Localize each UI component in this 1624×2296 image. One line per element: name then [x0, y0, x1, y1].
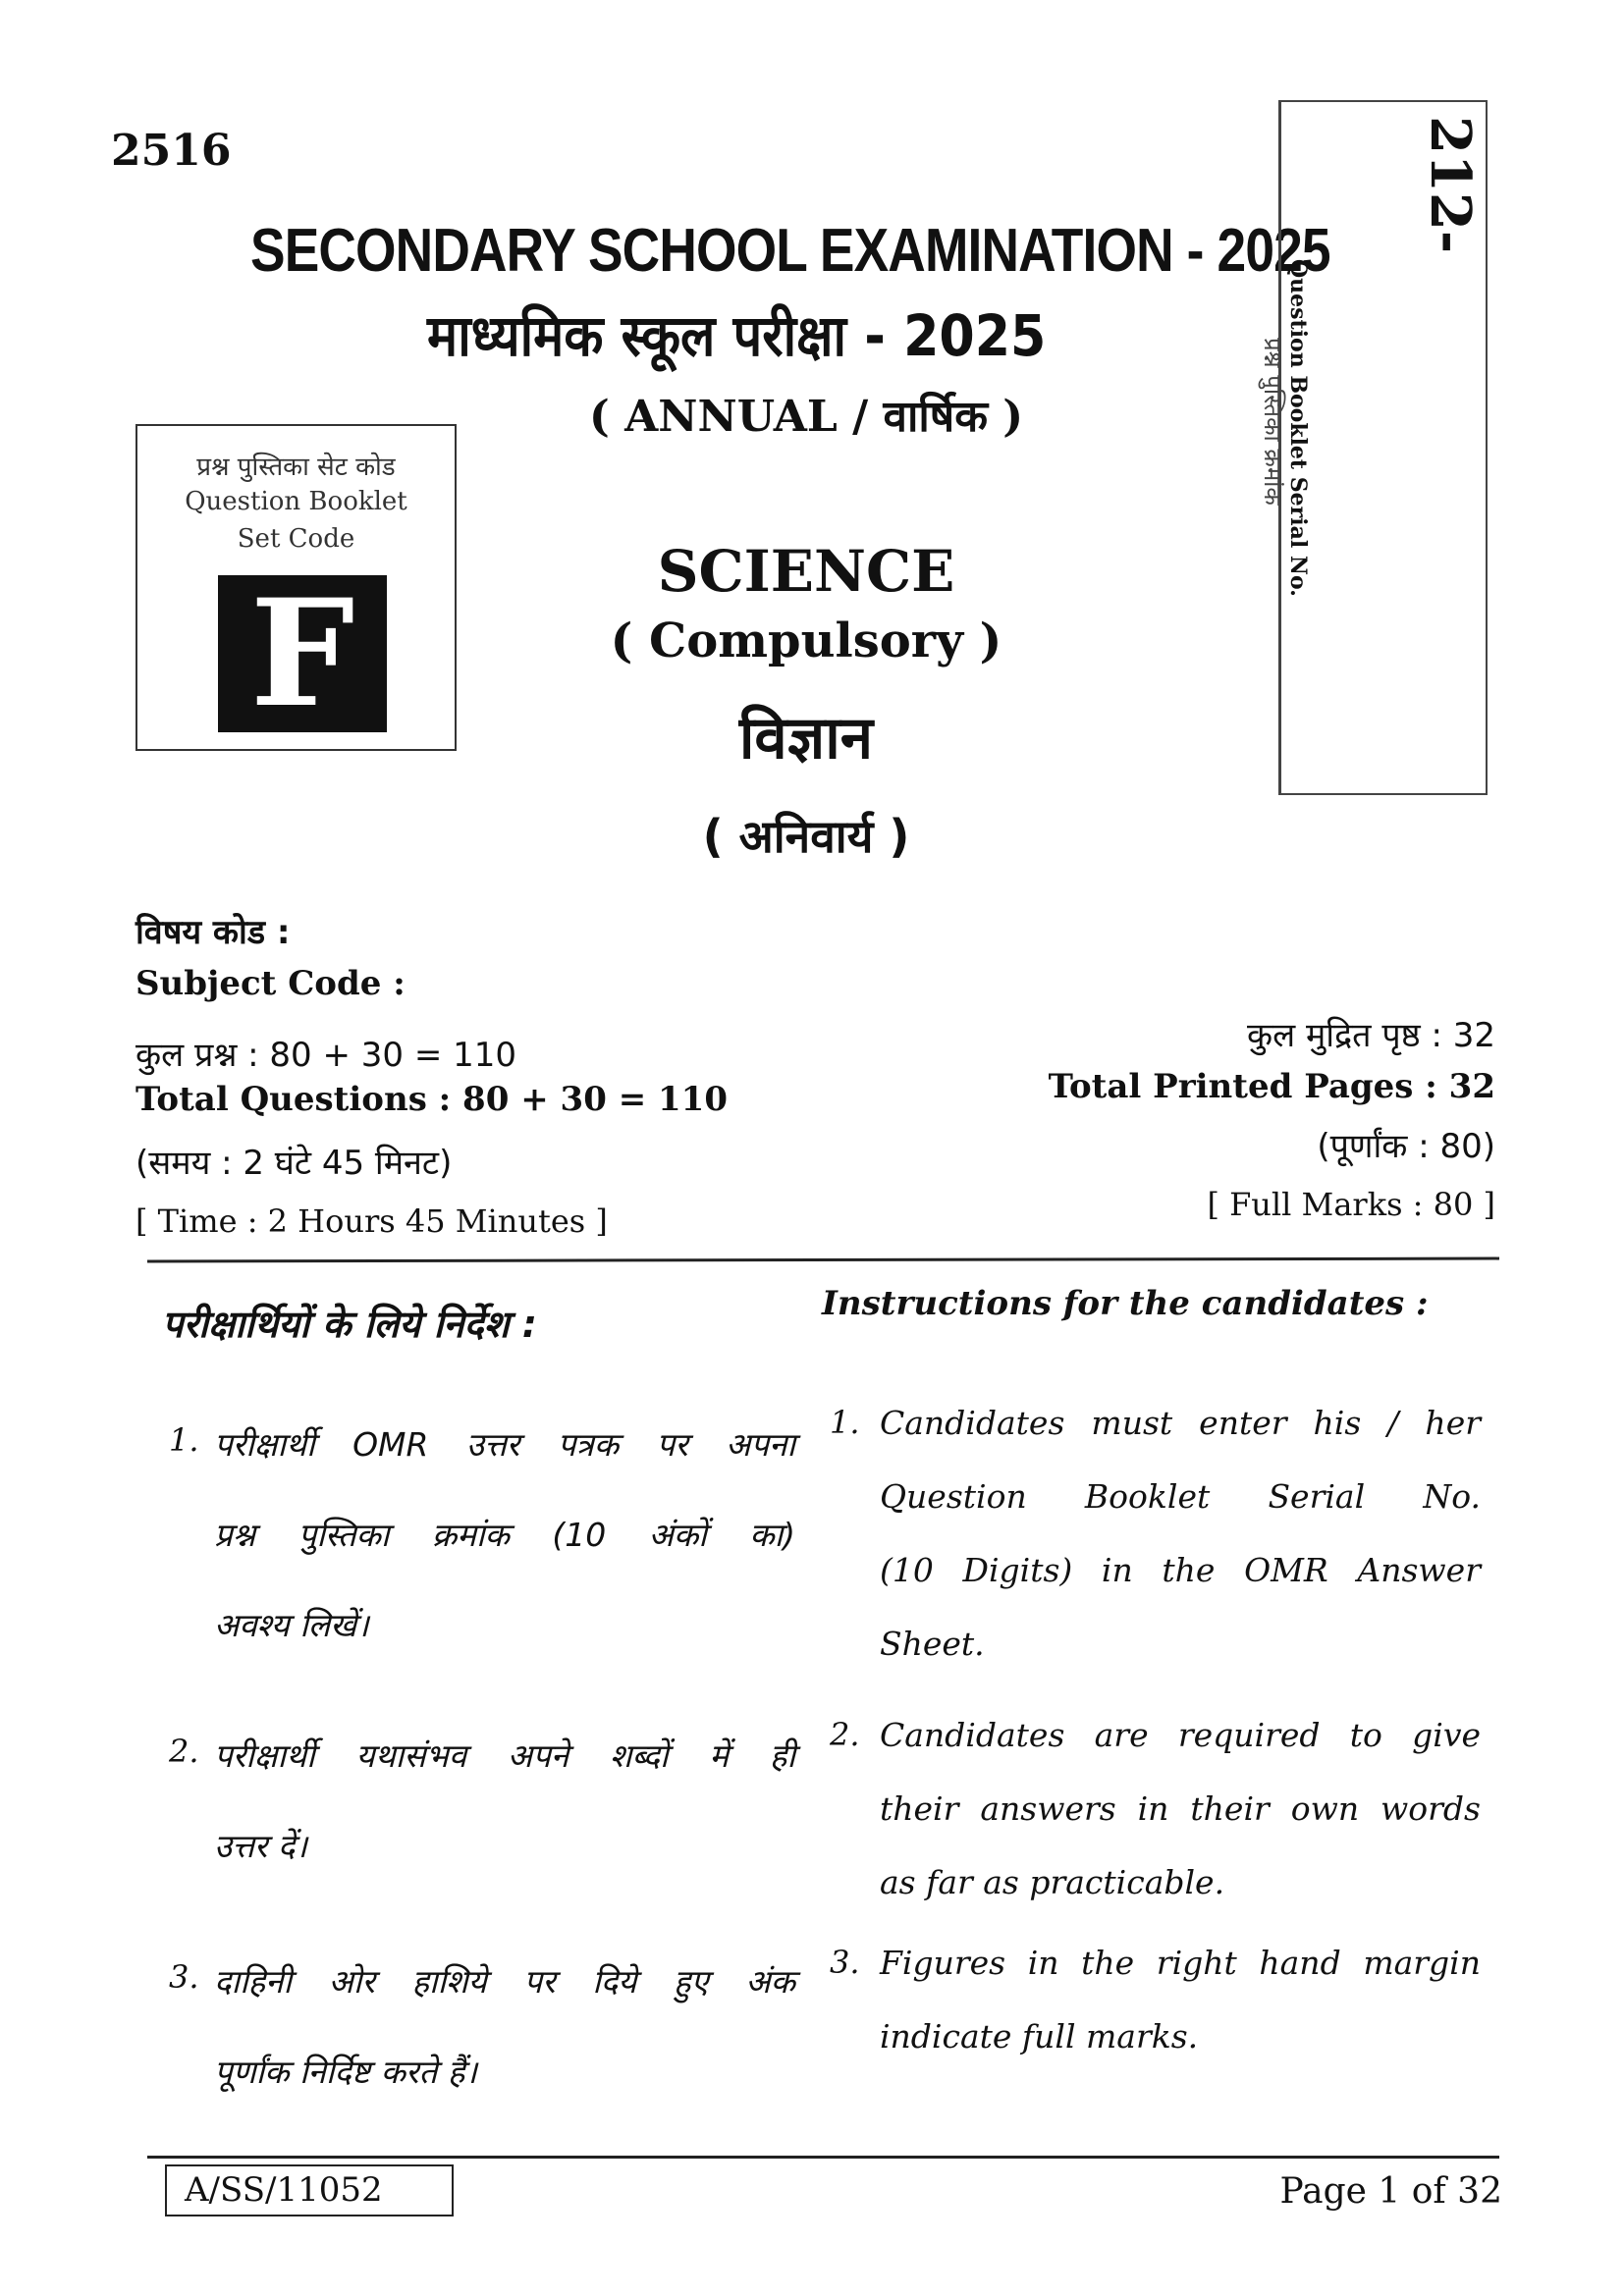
instruction-number: 3. [169, 1958, 199, 1996]
instruction-line: indicate full marks. [880, 2017, 1199, 2056]
time-en: [ Time : 2 Hours 45 Minutes ] [135, 1202, 608, 1240]
set-code-label-en-2: Set Code [237, 524, 355, 554]
instructions-heading-hi: परीक्षार्थियों के लिये निर्देश : [162, 1303, 537, 1346]
instruction-line: Figures in the right hand margin [880, 1944, 1481, 1982]
instruction-line: Candidates must enter his / her [880, 1404, 1481, 1442]
set-code-value: F [218, 575, 387, 732]
instruction-line: Candidates are required to give [880, 1716, 1481, 1754]
instruction-line: उत्तर दें। [214, 1827, 307, 1865]
instructions-heading-en: Instructions for the candidates : [822, 1284, 1429, 1323]
instruction-line: परीक्षार्थी यथासंभव अपने शब्दों में ही [214, 1736, 795, 1775]
instruction-line: Sheet. [880, 1625, 985, 1663]
instruction-line: अवश्य लिखें। [214, 1606, 369, 1644]
instruction-number: 1. [169, 1421, 199, 1459]
instruction-number: 3. [830, 1944, 860, 1981]
total-questions-en: Total Questions : 80 + 30 = 110 [135, 1080, 728, 1119]
paper-reference: A/SS/11052 [165, 2164, 454, 2216]
divider [147, 1257, 1499, 1263]
page-number: Page 1 of 32 [1279, 2171, 1502, 2212]
instruction-number: 2. [830, 1716, 860, 1753]
instruction-line: पूर्णांक निर्दिष्ट करते हैं। [214, 2053, 477, 2091]
instruction-line: (10 Digits) in the OMR Answer [880, 1551, 1481, 1589]
time-hi: (समय : 2 घंटे 45 मिनट) [135, 1144, 453, 1183]
serial-label-en: Question Booklet Serial No. [1285, 259, 1311, 597]
instruction-line: दाहिनी ओर हाशिये पर दिये हुए अंक [214, 1962, 795, 2001]
set-code-label-en-1: Question Booklet [185, 487, 407, 516]
instruction-number: 1. [830, 1404, 860, 1441]
marks-en: [ Full Marks : 80 ] [1207, 1186, 1495, 1223]
subject-hi: विज्ञान [738, 704, 874, 773]
instruction-number: 2. [169, 1733, 199, 1770]
total-questions-hi: कुल प्रश्न : 80 + 30 = 110 [135, 1036, 517, 1075]
paper-code: 2516 [111, 126, 232, 176]
exam-type: ( ANNUAL / वार्षिक ) [589, 392, 1024, 442]
instruction-line: परीक्षार्थी OMR उत्तर पत्रक पर अपना [214, 1425, 795, 1464]
serial-content [1418, 116, 1483, 253]
subject-hi-sub: ( अनिवार्य ) [702, 810, 910, 863]
subject-en-sub: ( Compulsory ) [610, 614, 1002, 668]
instruction-line: प्रश्न पुस्तिका क्रमांक (10 अंकों का) [214, 1516, 795, 1554]
serial-label-hi: प्रश्न पुस्तिका क्रमांक [1259, 338, 1286, 506]
footer-divider [147, 2156, 1499, 2159]
subject-code-en: Subject Code : [135, 964, 406, 1003]
set-code-label-hi: प्रश्न पुस्तिका सेट कोड [196, 453, 396, 482]
pages-en: Total Printed Pages : 32 [1048, 1067, 1495, 1106]
serial-number: 212- [1418, 116, 1483, 254]
subject-code-hi: विषय कोड : [135, 913, 291, 952]
instruction-line: as far as practicable. [880, 1863, 1225, 1901]
exam-title-hi: माध्यमिक स्कूल परीक्षा - 2025 [427, 302, 1047, 369]
instruction-line: their answers in their own words [880, 1789, 1481, 1828]
instruction-line: Question Booklet Serial No. [880, 1477, 1481, 1516]
marks-hi: (पूर्णांक : 80) [1317, 1127, 1495, 1166]
serial-number-box [1259, 100, 1488, 795]
pages-hi: कुल मुद्रित पृष्ठ : 32 [1246, 1016, 1495, 1055]
subject-en: SCIENCE [657, 538, 955, 605]
exam-title-en: SECONDARY SCHOOL EXAMINATION - 2025 [250, 217, 1330, 285]
